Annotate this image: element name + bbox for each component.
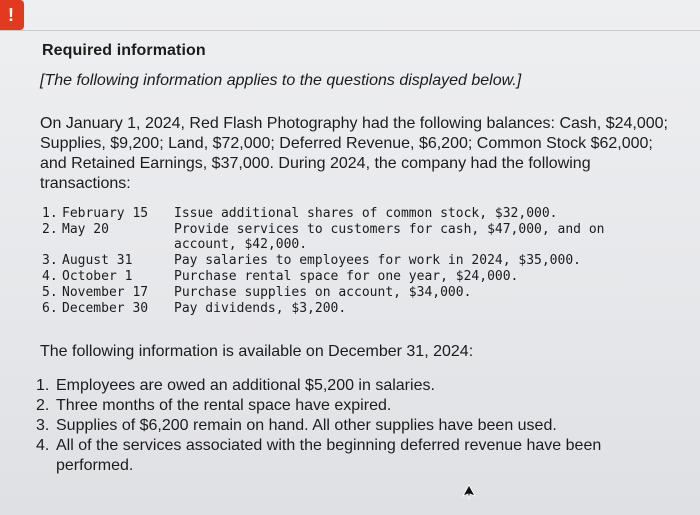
item-date: December 30: [62, 301, 149, 316]
adjustments-list: [36, 376, 666, 476]
transactions-list: [42, 206, 672, 317]
info-note: [The following information applies to the questions displayed below.]: [40, 72, 522, 89]
item-number: 3.: [42, 253, 58, 268]
item-number: 5.: [42, 285, 58, 300]
item-description: Issue additional shares of common stock, $32,000.: [174, 206, 558, 221]
list-item: [36, 436, 666, 476]
item-text: Three months of the rental space have expired.: [56, 397, 392, 414]
mouse-cursor-icon: [461, 484, 477, 500]
item-date: October 1: [62, 269, 133, 284]
item-date: November 17: [62, 285, 149, 300]
list-item: [36, 376, 666, 396]
item-date: August 31: [62, 253, 133, 268]
list-item: [42, 269, 672, 284]
item-number: 4.: [36, 437, 50, 454]
item-text: All of the services associated with the beginning deferred revenue have been performed.: [56, 437, 602, 474]
item-text: Employees are owed an additional $5,200 in salaries.: [56, 377, 435, 394]
item-number: 6.: [42, 301, 58, 316]
item-description: Provide services to customers for cash, $47,000, and on account, $42,000.: [174, 222, 605, 252]
required-information-heading: Required information: [42, 42, 206, 59]
intro-paragraph: On January 1, 2024, Red Flash Photography had the following balances: Cash, $24,000; Supplies, $9,200; Land, $72,000; Deferred Revenue, $6,200; Common Stock $62,000; and Retained Earnings, $37,000. During 2024, the company had the following transactions:: [40, 115, 668, 192]
list-item: [42, 301, 672, 316]
list-item: [36, 396, 666, 416]
item-date: May 20: [62, 222, 109, 237]
item-number: 1.: [42, 206, 58, 221]
list-item: [42, 285, 672, 300]
list-item: [42, 222, 672, 252]
item-number: 4.: [42, 269, 58, 284]
item-description: Purchase supplies on account, $34,000.: [174, 285, 472, 300]
item-number: 2.: [42, 222, 58, 237]
item-text: Supplies of $6,200 remain on hand. All other supplies have been used.: [56, 417, 557, 434]
item-description: Pay dividends, $3,200.: [174, 301, 347, 316]
item-number: 1.: [36, 377, 50, 394]
item-number: 2.: [36, 397, 50, 414]
item-description: Pay salaries to employees for work in 2024, $35,000.: [174, 253, 581, 268]
item-description: Purchase rental space for one year, $24,000.: [174, 269, 519, 284]
year-end-heading: The following information is available on December 31, 2024:: [40, 343, 474, 360]
alert-icon[interactable]: !: [0, 0, 24, 30]
item-date: February 15: [62, 206, 149, 221]
item-number: 3.: [36, 417, 50, 434]
alert-bar: [0, 0, 700, 31]
list-item: [36, 416, 666, 436]
list-item: [42, 206, 672, 221]
list-item: [42, 253, 672, 268]
